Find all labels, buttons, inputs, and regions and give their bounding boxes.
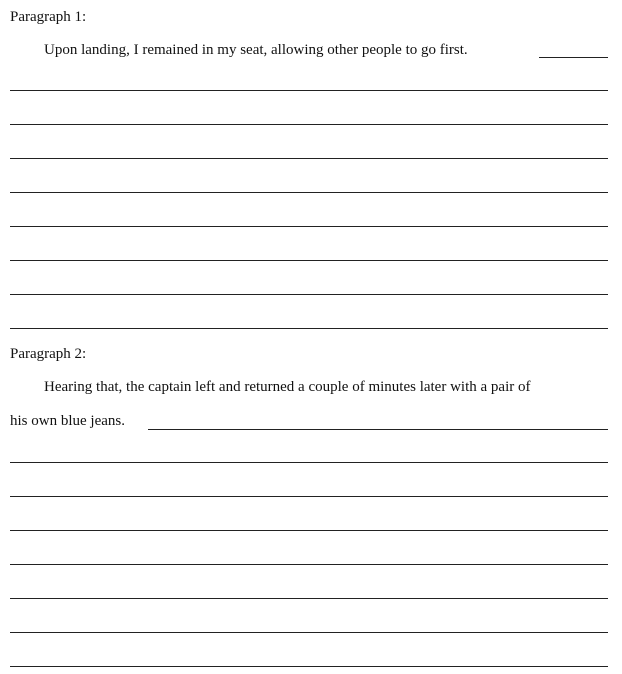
paragraph-2-writing-line bbox=[10, 632, 608, 633]
paragraph-2-writing-line bbox=[10, 666, 608, 667]
paragraph-1-writing-line bbox=[10, 260, 608, 261]
paragraph-2-opening-sentence-line-2: his own blue jeans. bbox=[10, 413, 125, 429]
paragraph-2-writing-line bbox=[10, 496, 608, 497]
paragraph-1-writing-line bbox=[10, 90, 608, 91]
paragraph-2-writing-line bbox=[10, 564, 608, 565]
paragraph-1-writing-line bbox=[10, 158, 608, 159]
paragraph-1-writing-line bbox=[10, 294, 608, 295]
paragraph-1-label: Paragraph 1: bbox=[10, 9, 87, 25]
paragraph-2-writing-line bbox=[10, 462, 608, 463]
paragraph-1-writing-line bbox=[10, 328, 608, 329]
paragraph-1-writing-line bbox=[10, 226, 608, 227]
paragraph-2-writing-line bbox=[10, 530, 608, 531]
paragraph-2-writing-line bbox=[10, 598, 608, 599]
paragraph-2-label: Paragraph 2: bbox=[10, 346, 87, 362]
paragraph-1-opening-sentence: Upon landing, I remained in my seat, allowing other people to go first. bbox=[44, 42, 468, 58]
paragraph-2-opening-sentence-line-1: Hearing that, the captain left and returned a couple of minutes later with a pair of bbox=[44, 379, 531, 395]
paragraph-2-inline-blank bbox=[148, 429, 608, 430]
paragraph-1-writing-line bbox=[10, 192, 608, 193]
paragraph-1-writing-line bbox=[10, 124, 608, 125]
paragraph-1-inline-blank bbox=[539, 57, 608, 58]
